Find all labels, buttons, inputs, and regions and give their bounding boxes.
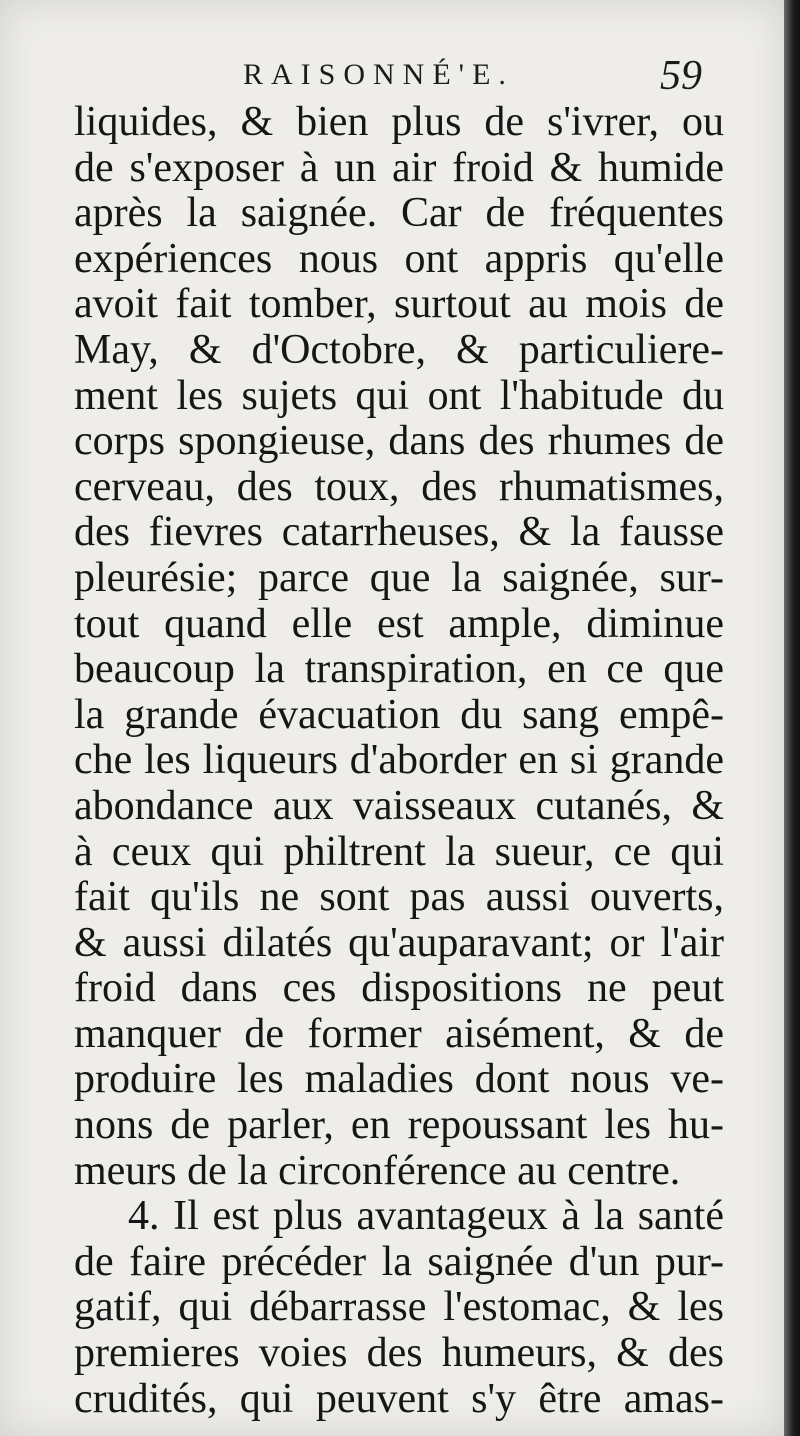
text-line: ment les sujets qui ont l'habitude du <box>74 372 724 419</box>
text-line: & aussi dilatés qu'auparavant; or l'air <box>74 919 724 966</box>
text-line: des fievres catarrheuses, & la fausse <box>74 509 724 556</box>
text-line: de s'exposer à un air froid & humide <box>74 144 724 191</box>
running-head <box>0 52 784 102</box>
text-line: expériences nous ont appris qu'elle <box>74 235 724 282</box>
text-line: pleurésie; parce que la saignée, sur- <box>74 554 724 601</box>
text-line: beaucoup la transpiration, en ce que <box>74 646 724 693</box>
text-line: premieres voies des humeurs, & des <box>74 1330 724 1377</box>
text-line: froid dans ces dispositions ne peut <box>74 965 724 1012</box>
text-line: nons de parler, en repoussant les hu- <box>74 1102 724 1149</box>
text-line: manquer de former aisément, & de <box>74 1010 724 1057</box>
running-head-title: RAISONNÉ'E. <box>243 58 514 91</box>
text-line: après la saignée. Car de fréquentes <box>74 190 724 237</box>
text-line: May, & d'Octobre, & particuliere- <box>74 326 724 373</box>
scan-edge <box>784 0 800 1436</box>
text-line: tout quand elle est ample, diminue <box>74 600 724 647</box>
text-line: abondance aux vaisseaux cutanés, & <box>74 782 724 829</box>
text-line: crudités, qui peuvent s'y être amas- <box>74 1375 724 1422</box>
text-line: à ceux qui philtrent la sueur, ce qui <box>74 828 724 875</box>
text-line: liquides, & bien plus de s'ivrer, ou <box>74 99 724 145</box>
text-line: cerveau, des toux, des rhumatismes, <box>74 463 724 510</box>
numbered-paragraph-start: 4. Il est plus avantageux à la santé <box>128 1193 724 1240</box>
body-text <box>74 100 724 1422</box>
page-number: 59 <box>660 53 702 99</box>
text-line: produire les maladies dont nous ve- <box>74 1056 724 1103</box>
text-line: de faire précéder la saignée d'un pur- <box>74 1238 724 1285</box>
text-line: avoit fait tomber, surtout au mois de <box>74 281 724 328</box>
paragraph-last-line: meurs de la circonférence au centre. <box>74 1147 681 1194</box>
text-line: la grande évacuation du sang empê- <box>74 691 724 738</box>
text-line: che les liqueurs d'aborder en si grande <box>74 737 724 784</box>
text-line: fait qu'ils ne sont pas aussi ouverts, <box>74 874 724 921</box>
text-line: corps spongieuse, dans des rhumes de <box>74 418 724 465</box>
text-line: gatif, qui débarrasse l'estomac, & les <box>74 1284 724 1331</box>
